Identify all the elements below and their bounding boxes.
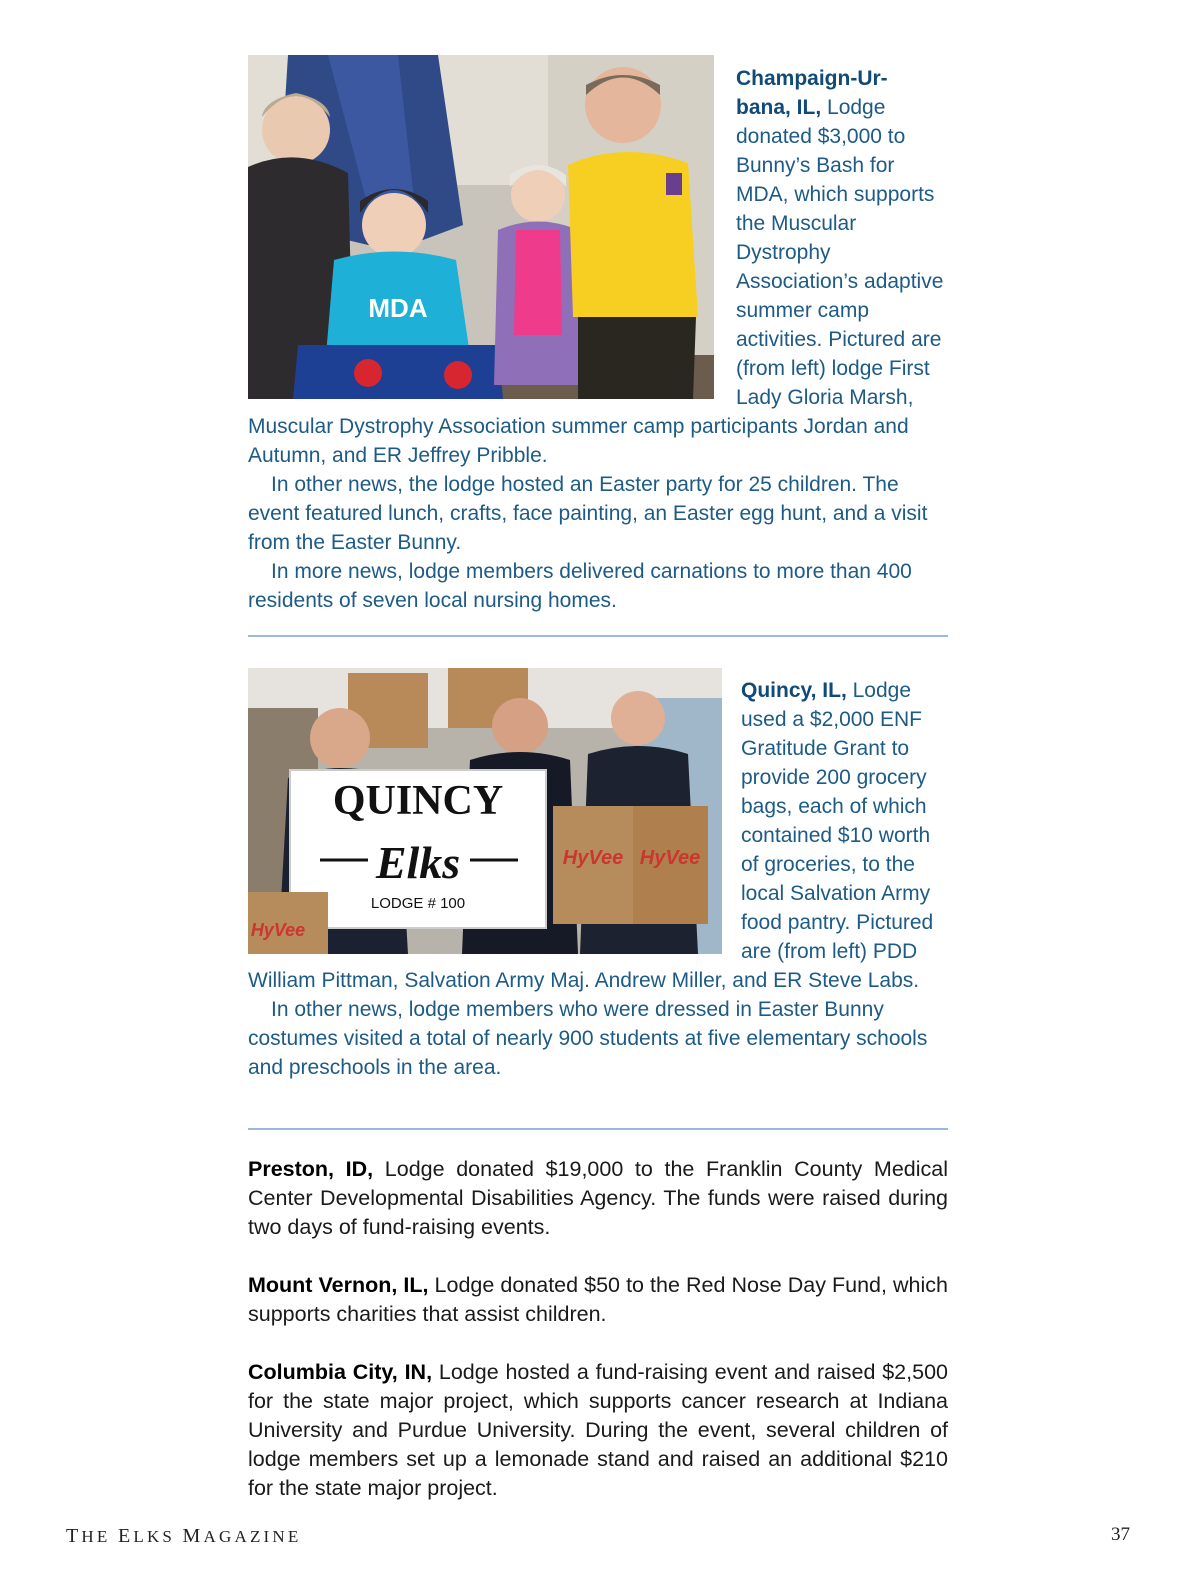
section-divider	[248, 635, 948, 637]
bag-brand-1: HyVee	[562, 847, 624, 869]
article1-heading-line1: Champaign-Ur-	[736, 67, 888, 90]
article2-para2: In other news, lodge members who were dressed in Easter Bunny costumes visited a total of nearly 900 students at five elementary schools and preschools in the area.	[248, 998, 928, 1079]
sign-quincy: QUINCY	[332, 778, 504, 824]
magazine-title-m: M	[182, 1525, 204, 1547]
article1-para3: In more news, lodge members delivered carnations to more than 400 residents of seven local nursing homes.	[248, 560, 912, 612]
section-divider	[248, 1128, 948, 1130]
brief-text: Lodge donated $19,000 to the Franklin County Medical Center Developmental Disabilities Agency. The funds were raised during two days of fund-raising events.	[248, 1157, 948, 1239]
sign-elks: Elks	[375, 837, 461, 888]
article1-lead-text: Lodge donated $3,000 to Bunny’s Bash for MDA, which supports the Muscular Dystrophy Association’s adaptive summer camp activities. Pictured are (from left) lodge First Lady Gloria Marsh, Muscular Dystrophy Association summer camp participants Jordan and Autumn, and ER Jeffrey Pribble.	[248, 96, 944, 467]
brief-text: Lodge hosted a fund-raising event and raised $2,500 for the state major project, which supports cancer research at Indiana University and Purdue University. During the event, several children of lodge members set up a lemonade stand and raised an additional $210 for the state major project.	[248, 1360, 948, 1500]
shirt-text: MDA	[368, 293, 428, 323]
magazine-title-agazine: AGAZINE	[203, 1527, 302, 1546]
magazine-title-e: E	[117, 1525, 134, 1547]
bag-brand-2: HyVee	[639, 847, 701, 869]
article1-heading-line2: bana, IL,	[736, 96, 822, 119]
quincy-photo-illustration	[248, 668, 722, 954]
article2-heading: Quincy, IL,	[741, 679, 847, 702]
magazine-title-lks: LKS	[133, 1527, 176, 1546]
mda-photo-illustration	[248, 55, 714, 399]
brief-item	[248, 1271, 948, 1329]
magazine-title	[66, 1525, 301, 1548]
brief-heading: Preston, ID,	[248, 1157, 374, 1181]
magazine-title-t: T	[66, 1525, 82, 1547]
photo-mda-donation	[248, 55, 714, 399]
brief-heading: Columbia City, IN,	[248, 1360, 433, 1384]
brief-heading: Mount Vernon, IL,	[248, 1273, 429, 1297]
sign-lodge-number: LODGE # 100	[370, 895, 466, 912]
magazine-title-he: HE	[81, 1527, 111, 1546]
brief-text: Lodge donated $50 to the Red Nose Day Fund, which supports charities that assist children.	[248, 1273, 948, 1326]
brief-item	[248, 1155, 948, 1242]
article1-para2: In other news, the lodge hosted an Easter party for 25 children. The event featured lunch, crafts, face painting, an Easter egg hunt, and a visit from the Easter Bunny.	[248, 473, 928, 554]
article-quincy	[248, 668, 948, 1082]
photo-quincy-elks	[248, 668, 722, 954]
briefs-section	[248, 1155, 948, 1532]
page-number: 37	[1111, 1524, 1130, 1545]
brief-item	[248, 1358, 948, 1503]
bag-brand-3: HyVee	[250, 920, 306, 940]
article2-lead-text: Lodge used a $2,000 ENF Gratitude Grant to provide 200 grocery bags, each of which contained $10 worth of groceries, to the local Salvation Army food pantry. Pictured are (from left) PDD William Pittman, Salvation Army Maj. Andrew Miller, and ER Steve Labs.	[248, 679, 934, 992]
article-champaign-urbana	[248, 55, 948, 615]
